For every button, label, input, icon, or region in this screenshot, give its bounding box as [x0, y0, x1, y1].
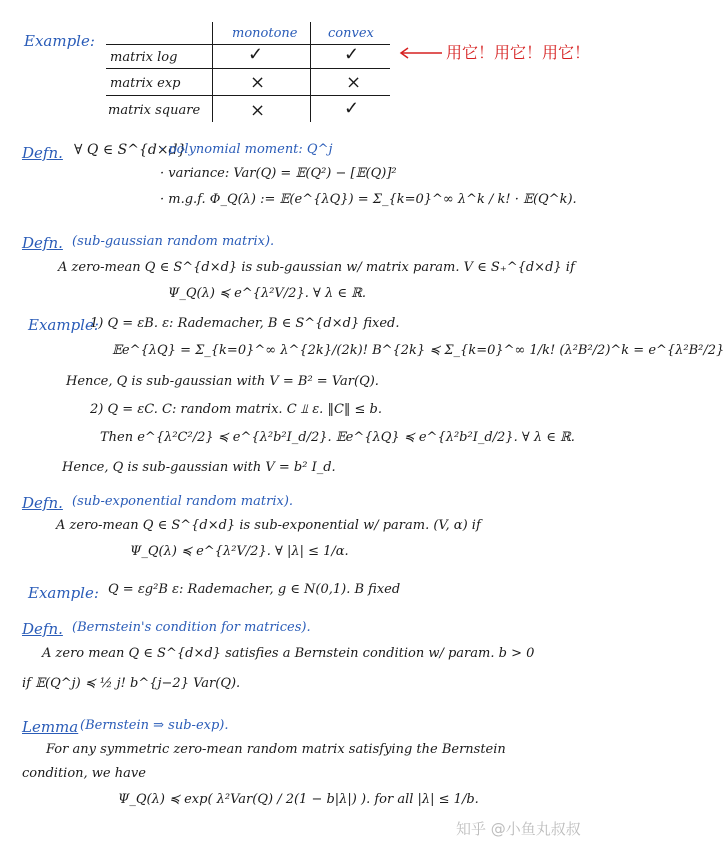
table-divider: [310, 22, 311, 122]
col-header-convex: convex: [328, 26, 374, 41]
check-icon: ✓: [248, 44, 264, 65]
example-line: 1) Q = εB. ε: Rademacher, B ∈ S^{d×d} fixed.: [90, 316, 400, 331]
defn-label: Defn.: [22, 494, 63, 512]
defn-line: Ψ_Q(λ) ≼ e^{λ²V/2}. ∀ λ ∈ ℝ.: [168, 286, 367, 301]
lemma-line: For any symmetric zero-mean random matrix satisfying the Bernstein: [46, 742, 506, 757]
table-rule: [106, 68, 390, 69]
example-label: Example:: [28, 584, 99, 602]
row-label: matrix log: [110, 50, 178, 65]
defn-title: (sub-gaussian random matrix).: [72, 234, 275, 249]
watermark: 知乎 @小鱼丸叔叔: [456, 820, 581, 838]
cross-icon: ×: [346, 72, 362, 93]
example-line: 2) Q = εC. C: random matrix. C ⫫ ε. ‖C‖ ≤ b.: [90, 402, 383, 417]
cross-icon: ×: [250, 100, 266, 121]
annotation-text: 用它！用它！用它！: [446, 43, 591, 62]
example-line: Hence, Q is sub-gaussian with V = B² = Var(Q).: [66, 374, 379, 389]
lemma-line: condition, we have: [22, 766, 146, 781]
defn-label: Defn.: [22, 144, 63, 162]
defn-item: · polynomial moment: Q^j: [160, 142, 333, 157]
defn-label: Defn.: [22, 620, 63, 638]
row-label: matrix square: [108, 103, 201, 118]
cross-icon: ×: [250, 72, 266, 93]
defn-line: A zero-mean Q ∈ S^{d×d} is sub-exponential w/ param. (V, α) if: [56, 518, 481, 533]
defn-line: if 𝔼(Q^j) ≼ ½ j! b^{j−2} Var(Q).: [22, 676, 241, 691]
defn-label: Defn.: [22, 234, 63, 252]
table-divider: [212, 22, 213, 122]
lemma-label: Lemma: [22, 718, 79, 736]
defn-head: ∀ Q ∈ S^{d×d}: [74, 142, 187, 158]
defn-title: (Bernstein's condition for matrices).: [72, 620, 311, 635]
defn-item: · m.g.f. Φ_Q(λ) := 𝔼(e^{λQ}) = Σ_{k=0}^∞ λ^k / k! · 𝔼(Q^k).: [160, 192, 577, 207]
row-label: matrix exp: [110, 76, 181, 91]
example-label: Example:: [28, 316, 99, 334]
check-icon: ✓: [344, 44, 360, 65]
example-line: 𝔼e^{λQ} = Σ_{k=0}^∞ λ^{2k}/(2k)! B^{2k} ≼ Σ_{k=0}^∞ 1/k! (λ²B²/2)^k = e^{λ²B²/2}: [112, 343, 724, 358]
lemma-line: Ψ_Q(λ) ≼ exp( λ²Var(Q) / 2(1 − b|λ|) ). for all |λ| ≤ 1/b.: [118, 792, 479, 807]
example-label: Example:: [24, 32, 95, 50]
lemma-title: (Bernstein ⇒ sub-exp).: [80, 718, 229, 733]
table-rule: [106, 95, 390, 96]
defn-line: Ψ_Q(λ) ≼ e^{λ²V/2}. ∀ |λ| ≤ 1/α.: [130, 544, 349, 559]
example-line: Q = εg²B ε: Rademacher, g ∈ N(0,1). B fixed: [108, 582, 401, 597]
check-icon: ✓: [344, 98, 360, 119]
example-line: Then e^{λ²C²/2} ≼ e^{λ²b²I_d/2}. 𝔼e^{λQ} ≼ e^{λ²b²I_d/2}. ∀ λ ∈ ℝ.: [100, 430, 575, 445]
defn-item: · variance: Var(Q) = 𝔼(Q²) − [𝔼(Q)]²: [160, 166, 397, 181]
arrow-left-icon: [398, 46, 444, 60]
example-line: Hence, Q is sub-gaussian with V = b² I_d.: [62, 460, 336, 475]
defn-title: (sub-exponential random matrix).: [72, 494, 294, 509]
col-header-monotone: monotone: [232, 26, 298, 41]
defn-line: A zero mean Q ∈ S^{d×d} satisfies a Bernstein condition w/ param. b > 0: [42, 646, 535, 661]
defn-line: A zero-mean Q ∈ S^{d×d} is sub-gaussian w/ matrix param. V ∈ S₊^{d×d} if: [58, 260, 575, 275]
